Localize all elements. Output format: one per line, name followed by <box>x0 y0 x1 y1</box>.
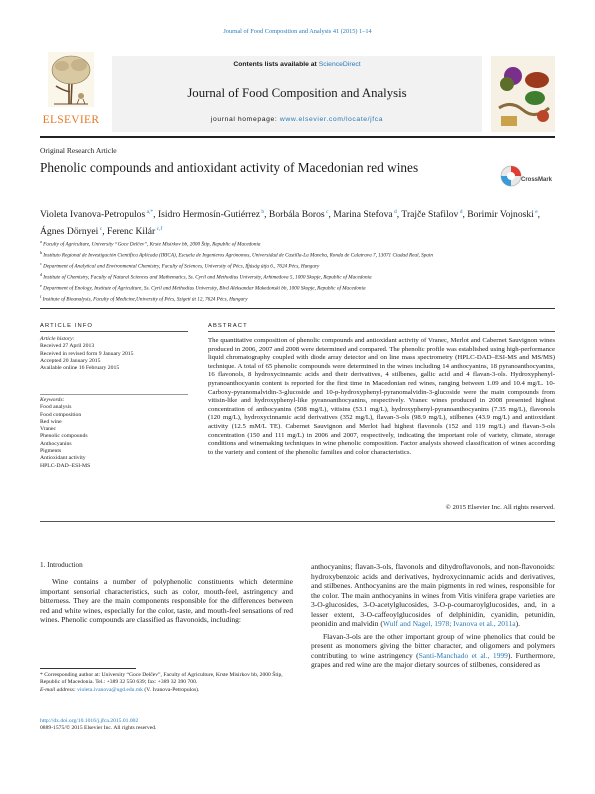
contents-prefix: Contents lists available at <box>233 61 317 68</box>
history-list <box>40 343 190 372</box>
intro-left-column: Wine contains a number of polyphenolic constituents which determine important sensorial characteristics, such as color, mouth-feel, astringency and bitterness. They are the main components responsible for the differences between red and white wines, especially for the color, taste, and mouth-feel sensations of red wines. Phenolic compounds are classified as flavonoids, including: <box>40 577 293 624</box>
doi-block <box>40 718 293 733</box>
corresponding-author-text: * Corresponding author at: University “Goce Delčev”, Faculty of Agriculture, Krste Misirkov bb, 2000 Štip, Republic of Macedonia. Tel.: +389 32 550 639; fax: +389 32 390 700. <box>40 672 283 686</box>
crossmark-label[interactable]: CrossMark <box>521 177 553 183</box>
article-info-rule <box>40 331 188 332</box>
keyword-item[interactable]: Food analysis <box>40 404 72 411</box>
keyword-item[interactable]: Anthocyanins <box>40 440 72 447</box>
history-item: Received 27 April 2013 <box>40 343 95 350</box>
email-link[interactable]: violeta.ivanova@ugd.edu.mk <box>77 686 143 693</box>
author-affiliation-marker[interactable]: c <box>324 209 329 215</box>
journal-header-panel <box>112 56 482 132</box>
abstract-text: The quantitative composition of phenolic compounds and antioxidant activity of Vranec, Merlot and Cabernet Sauvignon wines produced in 2006, 2007 and 2008 were determined and compared. The phenolic profile was established using high-performance liquid chromatography coupled with diode array detector and on line mass spectrometry (HPLC-DAD–ESI-MS and MS/MS) technique. A total of 65 phenolic compounds were determined in the wines including 14 anthocyanins, 18 pyranoanthocyanins, 16 flavonols, 8 hydroxycinnamic acids and their derivatives, 4 stilbenes, gallic acid and 4 flavan-3-ols. Hydroxyphenyl-pyranoanthocyanin content is reported for the first time in Macedonian red wines, ranging between 1.09 and 10.4 mg/L. 10-Carboxy-pyranomalvidin-3-glucoside and 10-p-hydroxyphenyl-pyranomalvidin-3-glucoside were the main compounds from vitisin-like and hydroxyphenyl-like pyranoanthocyanins, respectively. Vranec wines produced in 2008 presented highest concentration of anthocyanins (508 mg/L), vitisins (53.1 mg/L), hydroxyphenyl-pyranoanthocyanins (7.35 mg/L), flavonols (120 mg/L), hydroxycinnamic acid derivatives (352 mg/L), flavan-3-ols (98.9 mg/L), stilbenes (43.9 mg/L) and antioxidant activity (12.5 mM/L TE). Cabernet Sauvignon and Merlot had highest flavonols (152 and 119 mg/L) and flavan-3-ols concentration (150 and 111 mg/L) in 2006 and 2007, respectively, indicating the important role of variety, climate, storage conditions and winemaking techniques in wine phenolic composition. Factor analysis showed classification of wines according to the variety and content of the phenolic families and color characteristics. <box>208 337 555 456</box>
author-affiliation-marker[interactable]: d <box>458 209 463 215</box>
running-head[interactable]: Journal of Food Composition and Analysis 41 (2015) 1–14 <box>223 28 372 35</box>
affiliation-rule <box>40 308 555 309</box>
section-heading-introduction: 1. Introduction <box>40 561 83 569</box>
author-name[interactable]: Trajče Stafilov <box>401 209 459 221</box>
affiliation-item: $^a$ Faculty of Agriculture, University “Goce Delčev”, Krste Misirkov bb, 2000 Štip, Republic of Macedonia <box>40 239 261 248</box>
history-item: Received in revised form 9 January 2015 <box>40 350 134 357</box>
author-name[interactable]: Ágnes Dörnyei <box>40 226 99 238</box>
keywords-rule <box>40 394 188 395</box>
article-title: Phenolic compounds and antioxidant activity of Macedonian red wines <box>40 160 419 175</box>
keyword-item[interactable]: Pigments <box>40 448 62 455</box>
author-name[interactable]: Borimir Vojnoski <box>467 209 534 221</box>
author-list: Violeta Ivanova-Petropulos $^{a,*}$, Isidro Hermosín-Gutiérrez $^b$, Borbála Boros $^c$, Marina Stefova $^d$, Trajče Stafilov $^d$, Borimir Vojnoski $^e$, Ágnes Dörnyei $^c$, Ferenc Kilár $^{c,f}$ <box>40 209 541 238</box>
author-name[interactable]: Borbála Boros <box>268 209 325 221</box>
article-type: Original Research Article <box>40 146 117 155</box>
journal-cover-image[interactable] <box>491 56 555 132</box>
author-name[interactable]: Violeta Ivanova-Petropulos <box>40 209 146 221</box>
author-affiliation-marker[interactable]: d <box>392 209 397 215</box>
keyword-item[interactable]: Food composition <box>40 411 82 418</box>
homepage-link[interactable]: www.elsevier.com/locate/jfca <box>279 116 384 123</box>
abstract-end-rule <box>40 521 555 522</box>
abstract-copyright: © 2015 Elsevier Inc. All rights reserved. <box>445 504 555 511</box>
citation-link[interactable]: Wulf and Nagel, 1978; Ivanova et al., 2011a <box>382 619 516 628</box>
author-name[interactable]: Marina Stefova <box>333 209 393 221</box>
author-affiliation-marker[interactable]: c,f <box>155 226 163 233</box>
affiliation-item: $^b$ Instituto Regional de Investigación Científica Aplicada (IRICA), Escuela de Ingenieros Agrónomos, Universidad de Castilla-La Mancha, Ronda de Calatrava 7, 13071 Ciudad Real, Spain <box>40 250 433 259</box>
intro-right-column <box>311 562 555 670</box>
article-history <box>40 336 190 372</box>
keyword-item[interactable]: Phenolic compounds <box>40 433 88 440</box>
homepage-prefix: journal homepage: <box>210 116 278 123</box>
affiliation-item: $^f$ Institute of Bioanalysis, Faculty of Medicine,University of Pécs, Szigeti út 12, 7624 Pécs, Hungary <box>40 294 248 303</box>
citation-link[interactable]: Santi-Manchado et al., 1999 <box>418 650 508 660</box>
keyword-item[interactable]: Antioxidant activity <box>40 455 86 462</box>
author-name[interactable]: Ferenc Kilár <box>106 226 156 238</box>
keyword-item[interactable]: HPLC-DAD–ESI-MS <box>40 462 91 469</box>
corresponding-author-footnote <box>40 672 293 694</box>
journal-homepage-line <box>112 116 482 123</box>
history-label: Article history: <box>40 336 75 342</box>
email-line: E-mail address: violeta.ivanova@ugd.edu.mk (V. Ivanova-Petropulos). <box>40 686 200 693</box>
author-affiliation-marker[interactable]: b <box>260 209 265 215</box>
history-item: Accepted 20 January 2015 <box>40 357 101 364</box>
intro-paragraph-2: Flavan-3-ols are the other important group of wine phenolics that could be present as monomers giving the bitter character, and oligomers and polymers contributing to wine astringency (Santi-Manchado et al., 1999). Furthermore, grapes and red wine are the major dietary sources of stilbenes, considered as <box>311 631 555 669</box>
footnote-rule <box>40 668 136 669</box>
keyword-item[interactable]: Vranec <box>40 426 57 433</box>
keyword-item[interactable]: Red wine <box>40 418 62 425</box>
affiliations <box>40 238 555 304</box>
abstract-rule <box>208 331 555 332</box>
contents-line <box>112 61 482 68</box>
history-item: Available online 16 February 2015 <box>40 365 120 372</box>
author-name[interactable]: Isidro Hermosín-Gutiérrez <box>157 209 260 221</box>
journal-title[interactable]: Journal of Food Composition and Analysis <box>187 86 407 100</box>
author-affiliation-marker[interactable]: e <box>533 209 538 215</box>
crossmark-icon[interactable] <box>500 161 555 191</box>
keyword-list <box>40 404 190 470</box>
author-affiliation-marker[interactable]: a,* <box>145 209 154 215</box>
keywords-label: Keywords: <box>40 397 65 403</box>
sciencedirect-link[interactable]: ScienceDirect <box>318 61 361 68</box>
affiliation-item: $^e$ Department of Enology, Institute of Agriculture, Ss. Cyril and Methodius University, Blvd Aleksandar Makedonski bb, 1000 Skopje, Republic of Macedonia <box>40 283 366 292</box>
article-info-heading: ARTICLE INFO <box>40 323 94 329</box>
doi-link[interactable]: http://dx.doi.org/10.1016/j.jfca.2015.01.002 <box>40 718 139 724</box>
keywords <box>40 397 190 470</box>
intro-paragraph-1: anthocyanins; flavan-3-ols, flavonols and dihydroflavonols, and non-flavonoids: hydroxybenzoic acids and derivatives, hydroxycinnamic acids and derivatives, and stilbenes. Anthocyanins are the main pigments in red wines, responsible for the color. The main anthocyanins in wines from Vitis vinifera grape varieties are 3-O-glucosides, 3-O-acetylglucosides, 3-O-p-coumaroylglucosides, and, in a lesser extent, 3-O-caffeoylglucosides of delphinidin, cyanidin, petunidin, peonidin and malvidin (Wulf and Nagel, 1978; Ivanova et al., 2011a). <box>311 562 555 628</box>
author-affiliation-marker[interactable]: c <box>98 226 103 233</box>
cover-art-icon <box>491 56 555 132</box>
elsevier-tree-icon <box>48 52 94 107</box>
elsevier-logo[interactable] <box>40 50 102 134</box>
issn-line: 0889-1575/© 2015 Elsevier Inc. All rights reserved. <box>40 725 157 732</box>
affiliation-item: $^c$ Department of Analytical and Environmental Chemistry, Faculty of Sciences, University of Pécs, Ifjúság útja 6., 7624 Pécs, Hungary <box>40 261 320 270</box>
masthead <box>40 50 555 134</box>
masthead-rule <box>40 136 555 138</box>
affiliation-item: $^d$ Institute of Chemistry, Faculty of Natural Sciences and Mathematics, Ss. Cyril and Methodius University, Arhimedova 5, 1000 Skopje, Republic of Macedonia <box>40 272 372 281</box>
elsevier-wordmark: ELSEVIER <box>42 114 100 126</box>
abstract-heading: ABSTRACT <box>208 323 248 329</box>
